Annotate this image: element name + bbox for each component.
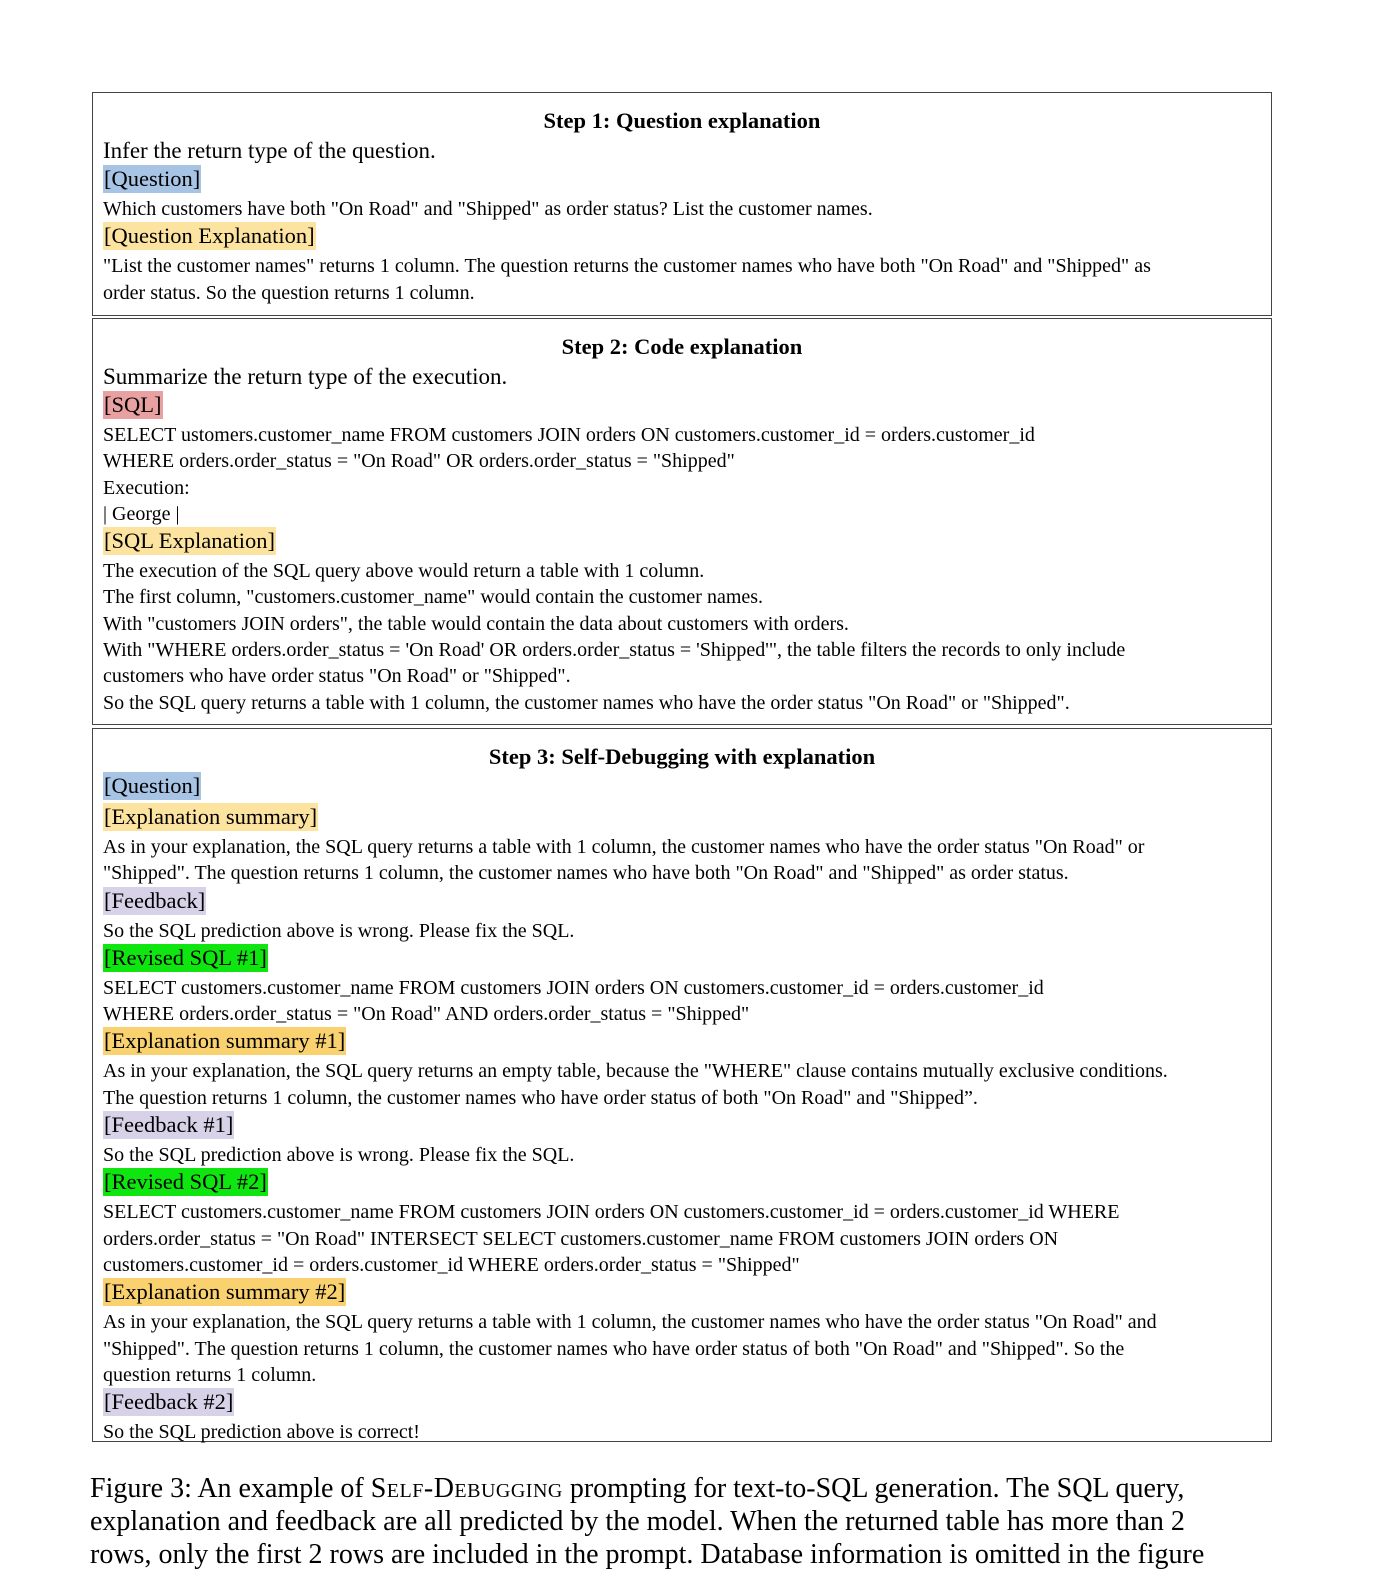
feedback-1-tag: [Feedback #1]: [104, 1112, 234, 1138]
execution-row: | George |: [103, 502, 180, 525]
step3-title: Step 3: Self-Debugging with explanation: [488, 744, 876, 769]
sql-explanation-tag: [SQL Explanation]: [104, 528, 276, 554]
sql-line: SELECT ustomers.customer_name FROM customers JOIN orders ON customers.customer_id = orders.customer_id: [103, 424, 1035, 446]
summary-1-line: The question returns 1 column, the customer names who have order status of both "On Road" and "Shipped”.: [103, 1086, 978, 1109]
revised-sql-1-line: WHERE orders.order_status = "On Road" AND orders.order_status = "Shipped": [103, 1003, 750, 1026]
summary-line: As in your explanation, the SQL query returns a table with 1 column, the customer names who have the order status "On Road" or: [103, 836, 1145, 858]
sql-explanation-line: The first column, "customers.customer_name" would contain the customer names.: [103, 586, 764, 609]
feedback-2-tag: [Feedback #2]: [104, 1389, 234, 1415]
sql-explanation-line: The execution of the SQL query above would return a table with 1 column.: [103, 560, 705, 583]
revised-sql-1-tag: [Revised SQL #1]: [104, 944, 267, 970]
caption-line-1-rest: prompting for text-to-SQL generation. The SQL query,: [562, 1473, 1185, 1504]
execution-label: Execution:: [103, 476, 190, 499]
caption-line-1: [90, 1472, 1290, 1505]
revised-sql-2-line: customers.customer_id = orders.customer_id WHERE orders.order_status = "Shipped": [103, 1253, 800, 1276]
feedback-1-text: So the SQL prediction above is wrong. Please fix the SQL.: [103, 1144, 575, 1167]
figure-caption: [90, 1472, 1290, 1571]
explanation-summary-tag: [Explanation summary]: [104, 804, 318, 829]
step2-box: [92, 318, 1272, 725]
method-name: Self-Debugging: [370, 1473, 563, 1504]
question-explanation-line: "List the customer names" returns 1 column. The question returns the customer names who have both "On Road" and "Shipped" as: [103, 255, 1151, 278]
sql-tag: [SQL]: [104, 392, 162, 417]
summary-2-line: question returns 1 column.: [103, 1363, 317, 1386]
explanation-summary-1-tag: [Explanation summary #1]: [104, 1028, 346, 1054]
revised-sql-2-line: SELECT customers.customer_name FROM customers JOIN orders ON customers.customer_id = orders.customer_id WHERE: [103, 1201, 1120, 1224]
sql-explanation-line: customers who have order status "On Road" or "Shipped".: [103, 665, 571, 688]
question-tag: [Question]: [104, 773, 201, 798]
summary-2-line: As in your explanation, the SQL query returns a table with 1 column, the customer names who have the order status "On Road" and: [103, 1311, 1157, 1334]
caption-line-3: rows, only the first 2 rows are included in the prompt. Database information is omitted in the figure: [90, 1539, 1205, 1570]
question-explanation-tag: [Question Explanation]: [104, 223, 315, 249]
step1-intro: Infer the return type of the question.: [103, 138, 436, 163]
step3-box: [92, 728, 1272, 1442]
question-explanation-line: order status. So the question returns 1 column.: [103, 281, 475, 304]
step2-title: Step 2: Code explanation: [561, 334, 803, 359]
step1-box: [92, 92, 1272, 316]
question-tag: [Question]: [104, 166, 201, 191]
question-text: Which customers have both "On Road" and "Shipped" as order status? List the customer names.: [103, 198, 873, 220]
feedback-text: So the SQL prediction above is wrong. Please fix the SQL.: [103, 919, 575, 942]
step2-intro: Summarize the return type of the execution.: [103, 364, 508, 389]
step1-title: Step 1: Question explanation: [543, 108, 821, 133]
summary-2-line: "Shipped". The question returns 1 column, the customer names who have order status of both "On Road" and "Shipped". So the: [103, 1337, 1125, 1360]
summary-1-line: As in your explanation, the SQL query returns an empty table, because the "WHERE" clause contains mutually exclusive conditions.: [103, 1060, 1168, 1083]
caption-line-2: explanation and feedback are all predicted by the model. When the returned table has more than 2: [90, 1506, 1185, 1537]
revised-sql-2-line: orders.order_status = "On Road" INTERSECT SELECT customers.customer_name FROM customers JOIN orders ON: [103, 1227, 1059, 1250]
sql-explanation-line: So the SQL query returns a table with 1 column, the customer names who have the order status "On Road" or "Shipped".: [103, 691, 1070, 714]
feedback-2-text: So the SQL prediction above is correct!: [103, 1421, 420, 1444]
feedback-tag: [Feedback]: [104, 887, 206, 913]
explanation-summary-2-tag: [Explanation summary #2]: [104, 1279, 346, 1305]
revised-sql-2-tag: [Revised SQL #2]: [104, 1169, 267, 1195]
sql-line: WHERE orders.order_status = "On Road" OR orders.order_status = "Shipped": [103, 450, 735, 473]
sql-explanation-line: With "WHERE orders.order_status = 'On Road' OR orders.order_status = 'Shipped'", the table filters the records to only include: [103, 639, 1126, 662]
revised-sql-1-line: SELECT customers.customer_name FROM customers JOIN orders ON customers.customer_id = orders.customer_id: [103, 976, 1044, 999]
summary-line: "Shipped". The question returns 1 column, the customer names who have both "On Road" and "Shipped" as order status.: [103, 862, 1069, 885]
sql-explanation-line: With "customers JOIN orders", the table would contain the data about customers with orders.: [103, 612, 849, 635]
caption-prefix: Figure 3: An example of: [90, 1473, 371, 1504]
